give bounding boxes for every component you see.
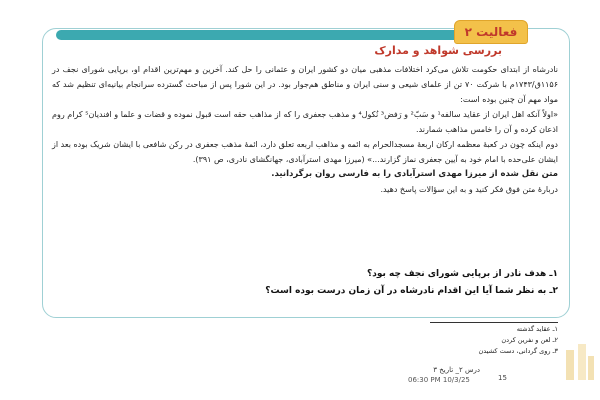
body-text [52, 62, 558, 197]
footnote-divider [430, 322, 558, 323]
section-title: بررسی شواهد و مدارک [374, 44, 502, 57]
questions [150, 266, 558, 300]
instruction-bold: متن نقل شده از میرزا مهدی استرآبادی را به فارسی روان برگردانید. [271, 169, 558, 179]
footer-label: درس ۲_ تاریخ ۳ [433, 366, 480, 374]
instruction: دربارهٔ متن فوق فکر کنید و به این سؤالات پاسخ دهید. [380, 185, 558, 194]
footnote: ۲ـ لعن و نفرین کردن [501, 336, 558, 344]
question-1: ۱ـ هدف نادر از برپایی شورای نجف چه بود؟ [367, 269, 558, 279]
footnotes [410, 324, 558, 357]
watermark-logo-icon [560, 340, 596, 388]
question-2: ۲ـ به نظر شما آیا این اقدام نادرشاه در آن زمان درست بوده است؟ [265, 286, 558, 296]
paragraph: نادرشاه از ابتدای حکومت تلاش می‌کرد اختلافات مذهبی میان دو کشور ایران و عثمانی را حل کند. آخرین و مهم‌ترین اقدام او، برپایی شورای نجف در ۱۱۵۶ق/۱۷۴۳م با شرکت ۷۰ تن از علمای شیعی و سنی ایران و مناطق هم‌جوار بود. در این شورا پس از مباحث گسترده سرانجام بیانیه‌ای تنظیم شد که مواد مهم آن چنین بوده است: [52, 65, 558, 104]
header-bar [56, 30, 502, 40]
paragraph: «اولاً آنکه اهل ایران از عقاید سالفه¹ و سَبّ² و رَفض³ نُکول⁴ و مذهب جعفری را که از مذاهب حقه است قبول نموده و قضات و علما و افندیان⁵ کرام روم اذعان کرده و آن را خامس مذاهب شمارند. [52, 110, 559, 134]
footnote: ۱ـ عقاید گذشته [516, 325, 558, 333]
timestamp: 06:30 PM 10/3/25 [408, 376, 470, 384]
page-number: 15 [498, 374, 507, 382]
footnote: ۳ـ روی گردانی، دست کشیدن [478, 347, 558, 355]
activity-badge: فعالیت ۲ [454, 20, 528, 44]
paragraph: دوم اینکه چون در کعبهٔ معظمه ارکان اربعهٔ مسجدالحرام به ائمه و مذاهب اربعه تعلق دارد، ائمهٔ مذهب جعفری در رکن شافعی با ایشان شریک بوده بعد از ایشان علی‌حده با امام خود به آیین جعفری نماز گزارند...» (میرزا مهدی استرآبادی، جهانگشای نادری، ص ۳۹۱). [52, 140, 558, 164]
